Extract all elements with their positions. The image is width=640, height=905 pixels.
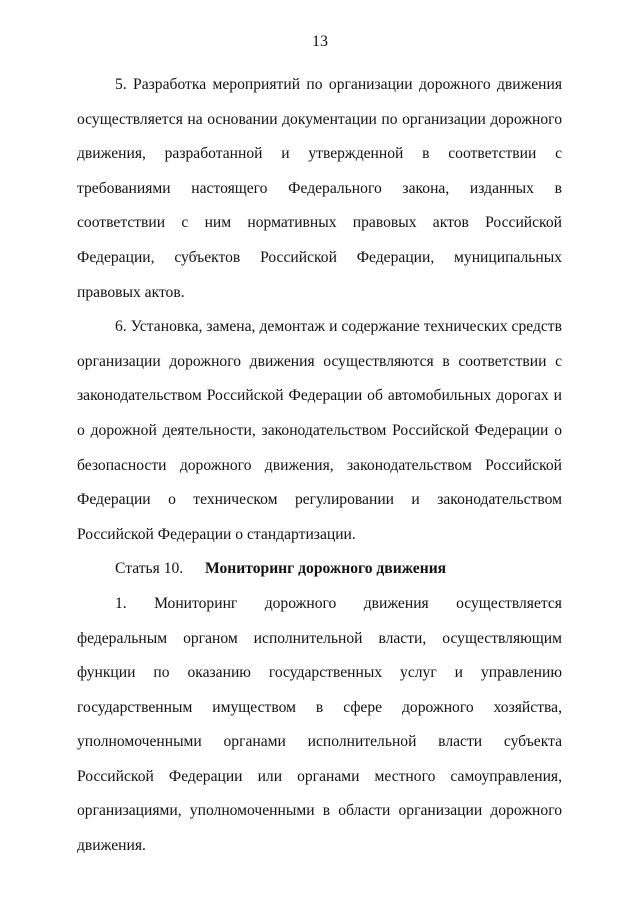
- clause-1-first-line: [77, 587, 562, 622]
- clause-1-word: движения: [363, 594, 429, 612]
- page-number: 13: [312, 33, 328, 50]
- paragraph-5: 5. Разработка мероприятий по организации дорожного движения осуществляется на основании документации по организации дорожного движения, разработанной и утвержденной в соответствии с требованиями настоящего Федерального закона, изданных в соответствии с ним нормативных правовых актов Российской Федерации, субъектов Российской Федерации, муниципальных правовых актов.: [77, 76, 562, 301]
- document-body: [77, 68, 562, 864]
- clause-1-word: осуществляется: [456, 594, 562, 612]
- clause-1-word: Мониторинг: [154, 594, 238, 612]
- clause-1-text: федеральным органом исполнительной власти, осуществляющим функции по оказанию государственных услуг и управлению государственным имуществом в сфере дорожного хозяйства, уполномоченными органами исполнительной власти субъекта Российской Федерации или органами местного самоуправления, организациями, уполномоченными в области организации дорожного движения.: [77, 629, 562, 855]
- paragraph-6: 6. Установка, замена, демонтаж и содержание технических средств организации дорожного движения осуществляются в соответствии с законодательством Российской Федерации об автомобильных дорогах и о дорожной деятельности, законодательством Российской Федерации о безопасности дорожного движения, законодательством Российской Федерации о техническом регулировании и законодательством Российской Федерации о стандартизации.: [77, 318, 562, 543]
- clause-1-number: 1.: [115, 594, 127, 612]
- article-title: Мониторинг дорожного движения: [205, 560, 447, 578]
- article-10-heading: [77, 552, 562, 587]
- clause-1-word: дорожного: [264, 594, 337, 612]
- article-number: Статья 10.: [115, 560, 184, 578]
